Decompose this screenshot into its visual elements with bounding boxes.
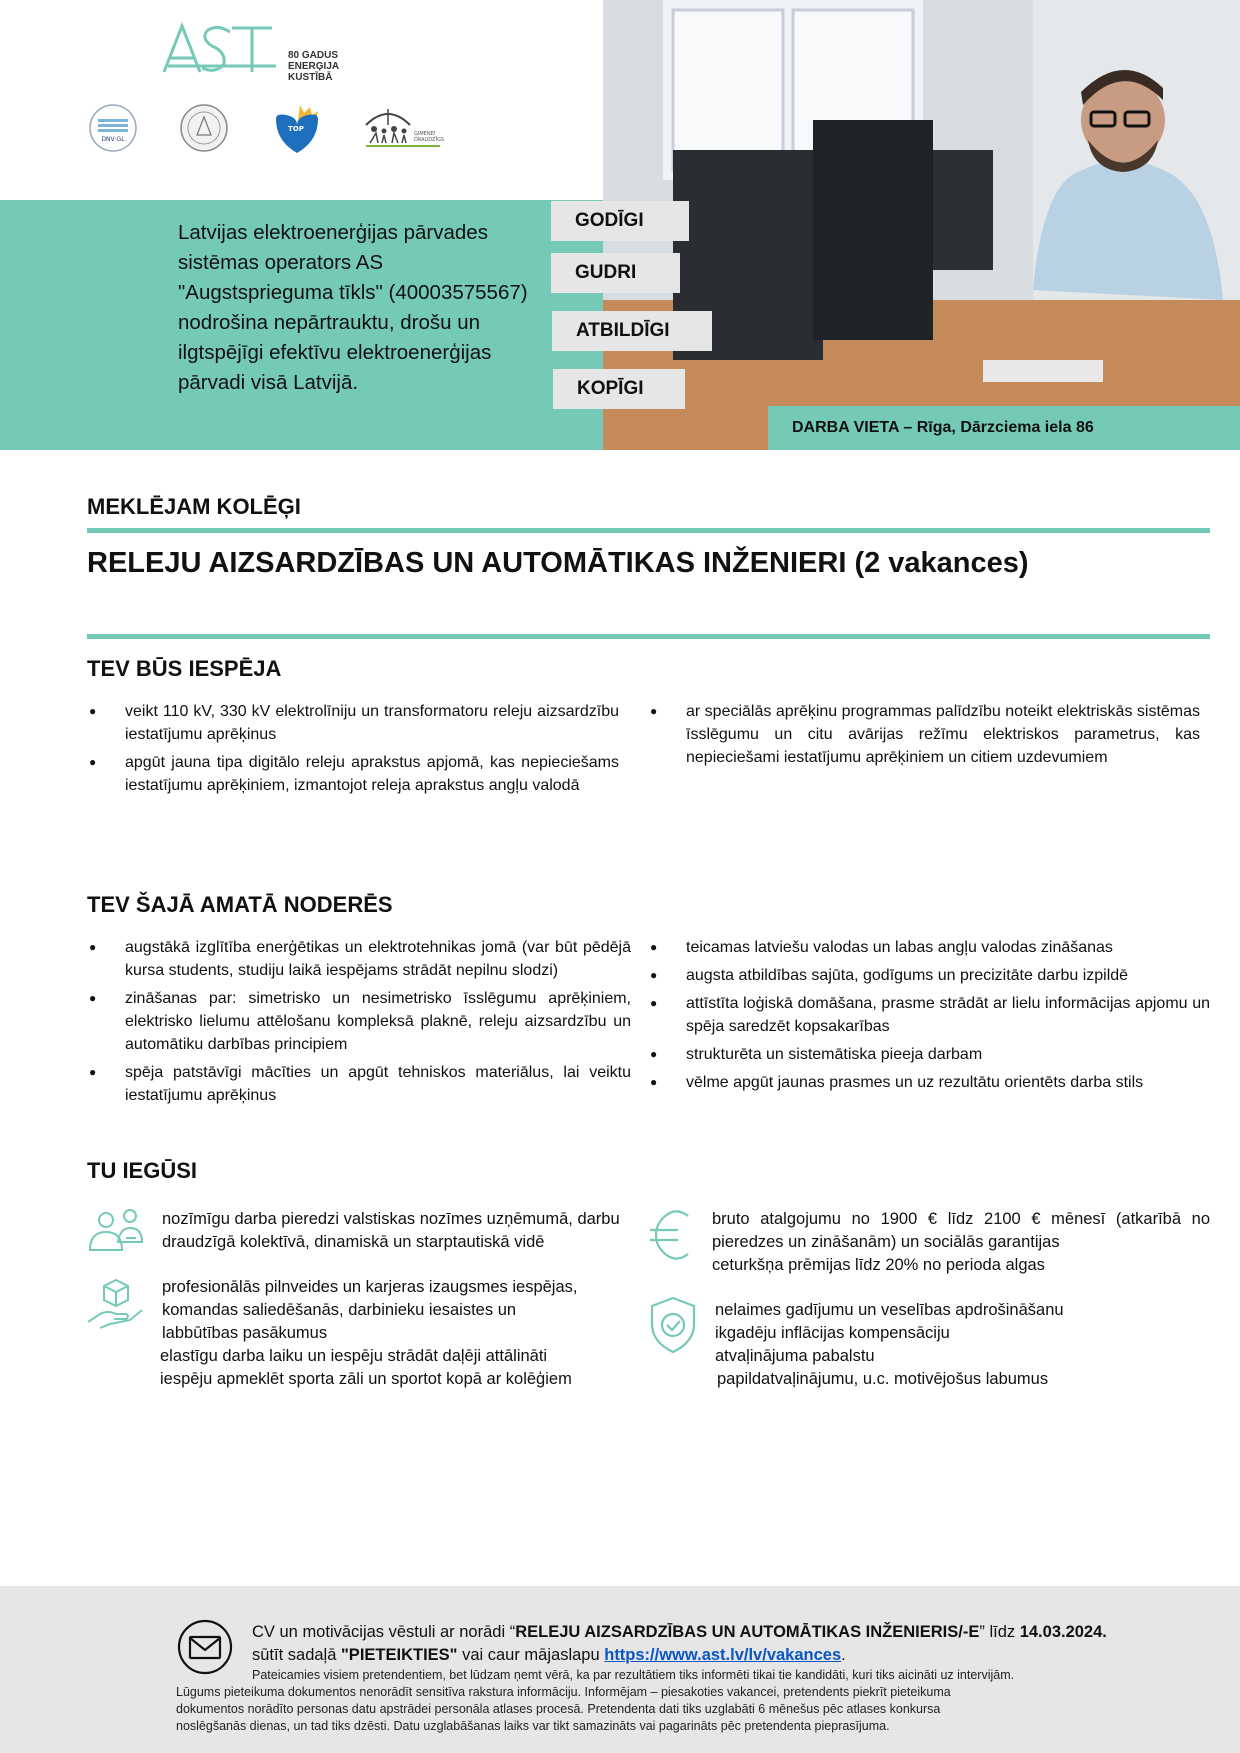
- dnv-certification-icon: [88, 103, 138, 153]
- section-title-requirements: TEV ŠAJĀ AMATĀ NODERĒS: [87, 892, 393, 917]
- application-link-line: sūtīt sadaļā "PIETEIKTIES" vai caur mājaslapu https://www.ast.lv/lv/vakances.: [252, 1646, 846, 1664]
- value-tag-smart: GUDRI: [551, 253, 680, 293]
- svg-text:DNV·GL: DNV·GL: [101, 136, 125, 143]
- application-instructions: CV un motivācijas vēstuli ar norādi “RELEJU AIZSARDZĪBAS UN AUTOMĀTIKAS INŽENIERIS/-E” līdz 14.03.2024.: [252, 1623, 1107, 1641]
- benefit-team: nozīmīgu darba pieredzi valstiskas nozīmes uzņēmumā, darbu draudzīgā kolektīvā, dinamiskā un starptautiskā vidē: [162, 1210, 620, 1251]
- list-item: ● augsta atbildības sajūta, godīgums un precizitāte darbu izpildē: [648, 964, 1210, 987]
- family-friendly-icon: [362, 103, 444, 149]
- list-item: ● strukturēta un sistemātiska pieeja darbam: [648, 1043, 1210, 1066]
- benefit-growth: profesionālās pilnveides un karjeras izaugsmes iespējas, komandas saliedēšanās, darbinieku iesaistes un labbūtības pasākumus elastīgu darba laiku un iespēju strādāt daļēji attālināti iespēju apmeklēt sporta zāli un sportot kopā ar kolēģiem: [160, 1278, 578, 1388]
- growth-icon: [86, 1276, 146, 1332]
- section-title-benefits: TU IEGŪSI: [87, 1158, 198, 1183]
- value-tag-together: KOPĪGI: [553, 369, 685, 409]
- job-kicker: MEKLĒJAM KOLĒĢI: [87, 494, 301, 519]
- opportunity-list-left: [87, 700, 619, 802]
- seal-badge: [179, 103, 229, 153]
- office-photo: [603, 0, 1240, 450]
- list-item: ● teicamas latviešu valodas un labas angļu valodas zināšanas: [648, 936, 1210, 959]
- list-item: ● vēlme apgūt jaunas prasmes un uz rezultātu orientēts darba stils: [648, 1071, 1210, 1094]
- benefit-insurance: nelaimes gadījumu un veselības apdrošināšanu ikgadēju inflācijas kompensāciju atvaļinājuma pabalstu papildatvaļinājumu, u.c. motivējošus labumus: [715, 1301, 1064, 1388]
- vacancies-link[interactable]: https://www.ast.lv/lv/vakances: [604, 1646, 842, 1664]
- engineer-at-desk-image: [603, 0, 1240, 450]
- divider-bottom: [87, 634, 1210, 639]
- requirements-list-left: [87, 936, 631, 1112]
- list-item: ● veikt 110 kV, 330 kV elektrolīniju un transformatoru releju aizsardzību iestatījumu aprēķinus: [87, 700, 619, 746]
- section-title-opportunity: TEV BŪS IESPĒJA: [87, 656, 282, 681]
- top-employer-icon: [272, 103, 322, 155]
- seal-icon: [179, 103, 229, 153]
- value-tag-responsible: ATBILDĪGI: [552, 311, 712, 351]
- list-item: ● augstākā izglītība enerģētikas un elektrotehnikas jomā (var būt pēdējā kursa students, studiju laikā iespējams strādāt nepilnu slodzi): [87, 936, 631, 982]
- company-mission: Latvijas elektroenerģijas pārvades sistēmas operators AS "Augstsprieguma tīkls" (40003575567) nodrošina nepārtrauktu, drošu un ilgtspējīgi efektīvu elektroenerģijas pārvadi visā Latvijā.: [178, 221, 528, 394]
- list-item: ● apgūt jauna tipa digitālo releju aprakstus apjomā, kas nepieciešams iestatījumu aprēķiniem, izmantojot releja aprakstus angļu valodā: [87, 751, 619, 797]
- benefit-pay: bruto atalgojumu no 1900 € līdz 2100 € mēnesī (atkarībā no pieredzes un zināšanām) un sociālās garantijas ceturkšņa prēmijas līdz 20% no perioda algas: [712, 1210, 1210, 1274]
- list-item: ● zināšanas par: simetrisko un nesimetrisko īsslēgumu aprēķiniem, elektrisko lielumu attēlošanu kompleksā plaknē, releju aizsardzību un automātiku darbības principiem: [87, 987, 631, 1056]
- list-item: ● spēja patstāvīgi mācīties un apgūt tehniskos materiālus, lai veiktu iestatījumu aprēķinus: [87, 1061, 631, 1107]
- family-friendly-badge: [362, 103, 444, 149]
- top-badge: [272, 103, 322, 155]
- value-tag-honest: GODĪGI: [551, 201, 689, 241]
- list-item: ● attīstīta loģiskā domāšana, prasme strādāt ar lielu informācijas apjomu un spēja saredzēt kopsakarības: [648, 992, 1210, 1038]
- euro-icon: [648, 1206, 696, 1264]
- apply-section-label: "PIETEIKTIES": [340, 1646, 458, 1664]
- svg-text:TOP: TOP: [288, 125, 304, 133]
- ast-logo-icon: [160, 22, 280, 78]
- requirements-list-right: [648, 936, 1210, 1099]
- team-icon: [86, 1206, 146, 1260]
- svg-text:DRAUDZĪGS: DRAUDZĪGS: [414, 137, 444, 143]
- logo: [160, 22, 280, 78]
- dnv-badge: [88, 103, 138, 153]
- svg-text:ĢIMENEI: ĢIMENEI: [414, 131, 436, 137]
- privacy-notice: Pateicamies visiem pretendentiem, bet lūdzam ņemt vērā, ka par rezultātiem tiks informēti tikai tie kandidāti, kuri tiks aicināti uz intervijām. Lūgums pieteikuma dokumentos nenorādīt sensitīva rakstura informāciju. Informējam – piesakoties vakancei, pretendents piekrīt pieteikuma dokumentos norādīto personas datu apstrādei personāla atlases procesā. Pretendenta dati tiks uzglabāti 6 mēnešus pēc atlases konkursa noslēgšanās dienas, un tad tiks dzēsti. Datu uzglabāšanas laiks var tikt samazināts vai pagarināts pēc pretendenta pieprasījuma.: [176, 1668, 1015, 1733]
- workplace-location: DARBA VIETA – Rīga, Dārzciema iela 86: [768, 406, 1240, 450]
- shield-check-icon: [648, 1296, 698, 1354]
- divider-top: [87, 528, 1210, 533]
- list-item: ● ar speciālās aprēķinu programmas palīdzību noteikt elektriskās sistēmas īsslēgumu un citu avārijas režīmu elektriskos parametrus, kas nepieciešami iestatījumu aprēķiniem un citiem uzdevumiem: [648, 700, 1200, 769]
- job-title: RELEJU AIZSARDZĪBAS UN AUTOMĀTIKAS INŽENIERI (2 vakances): [87, 547, 1029, 579]
- opportunity-list-right: [648, 700, 1200, 774]
- logo-tagline: 80 GADUS ENERĢIJA KUSTĪBĀ: [288, 50, 340, 83]
